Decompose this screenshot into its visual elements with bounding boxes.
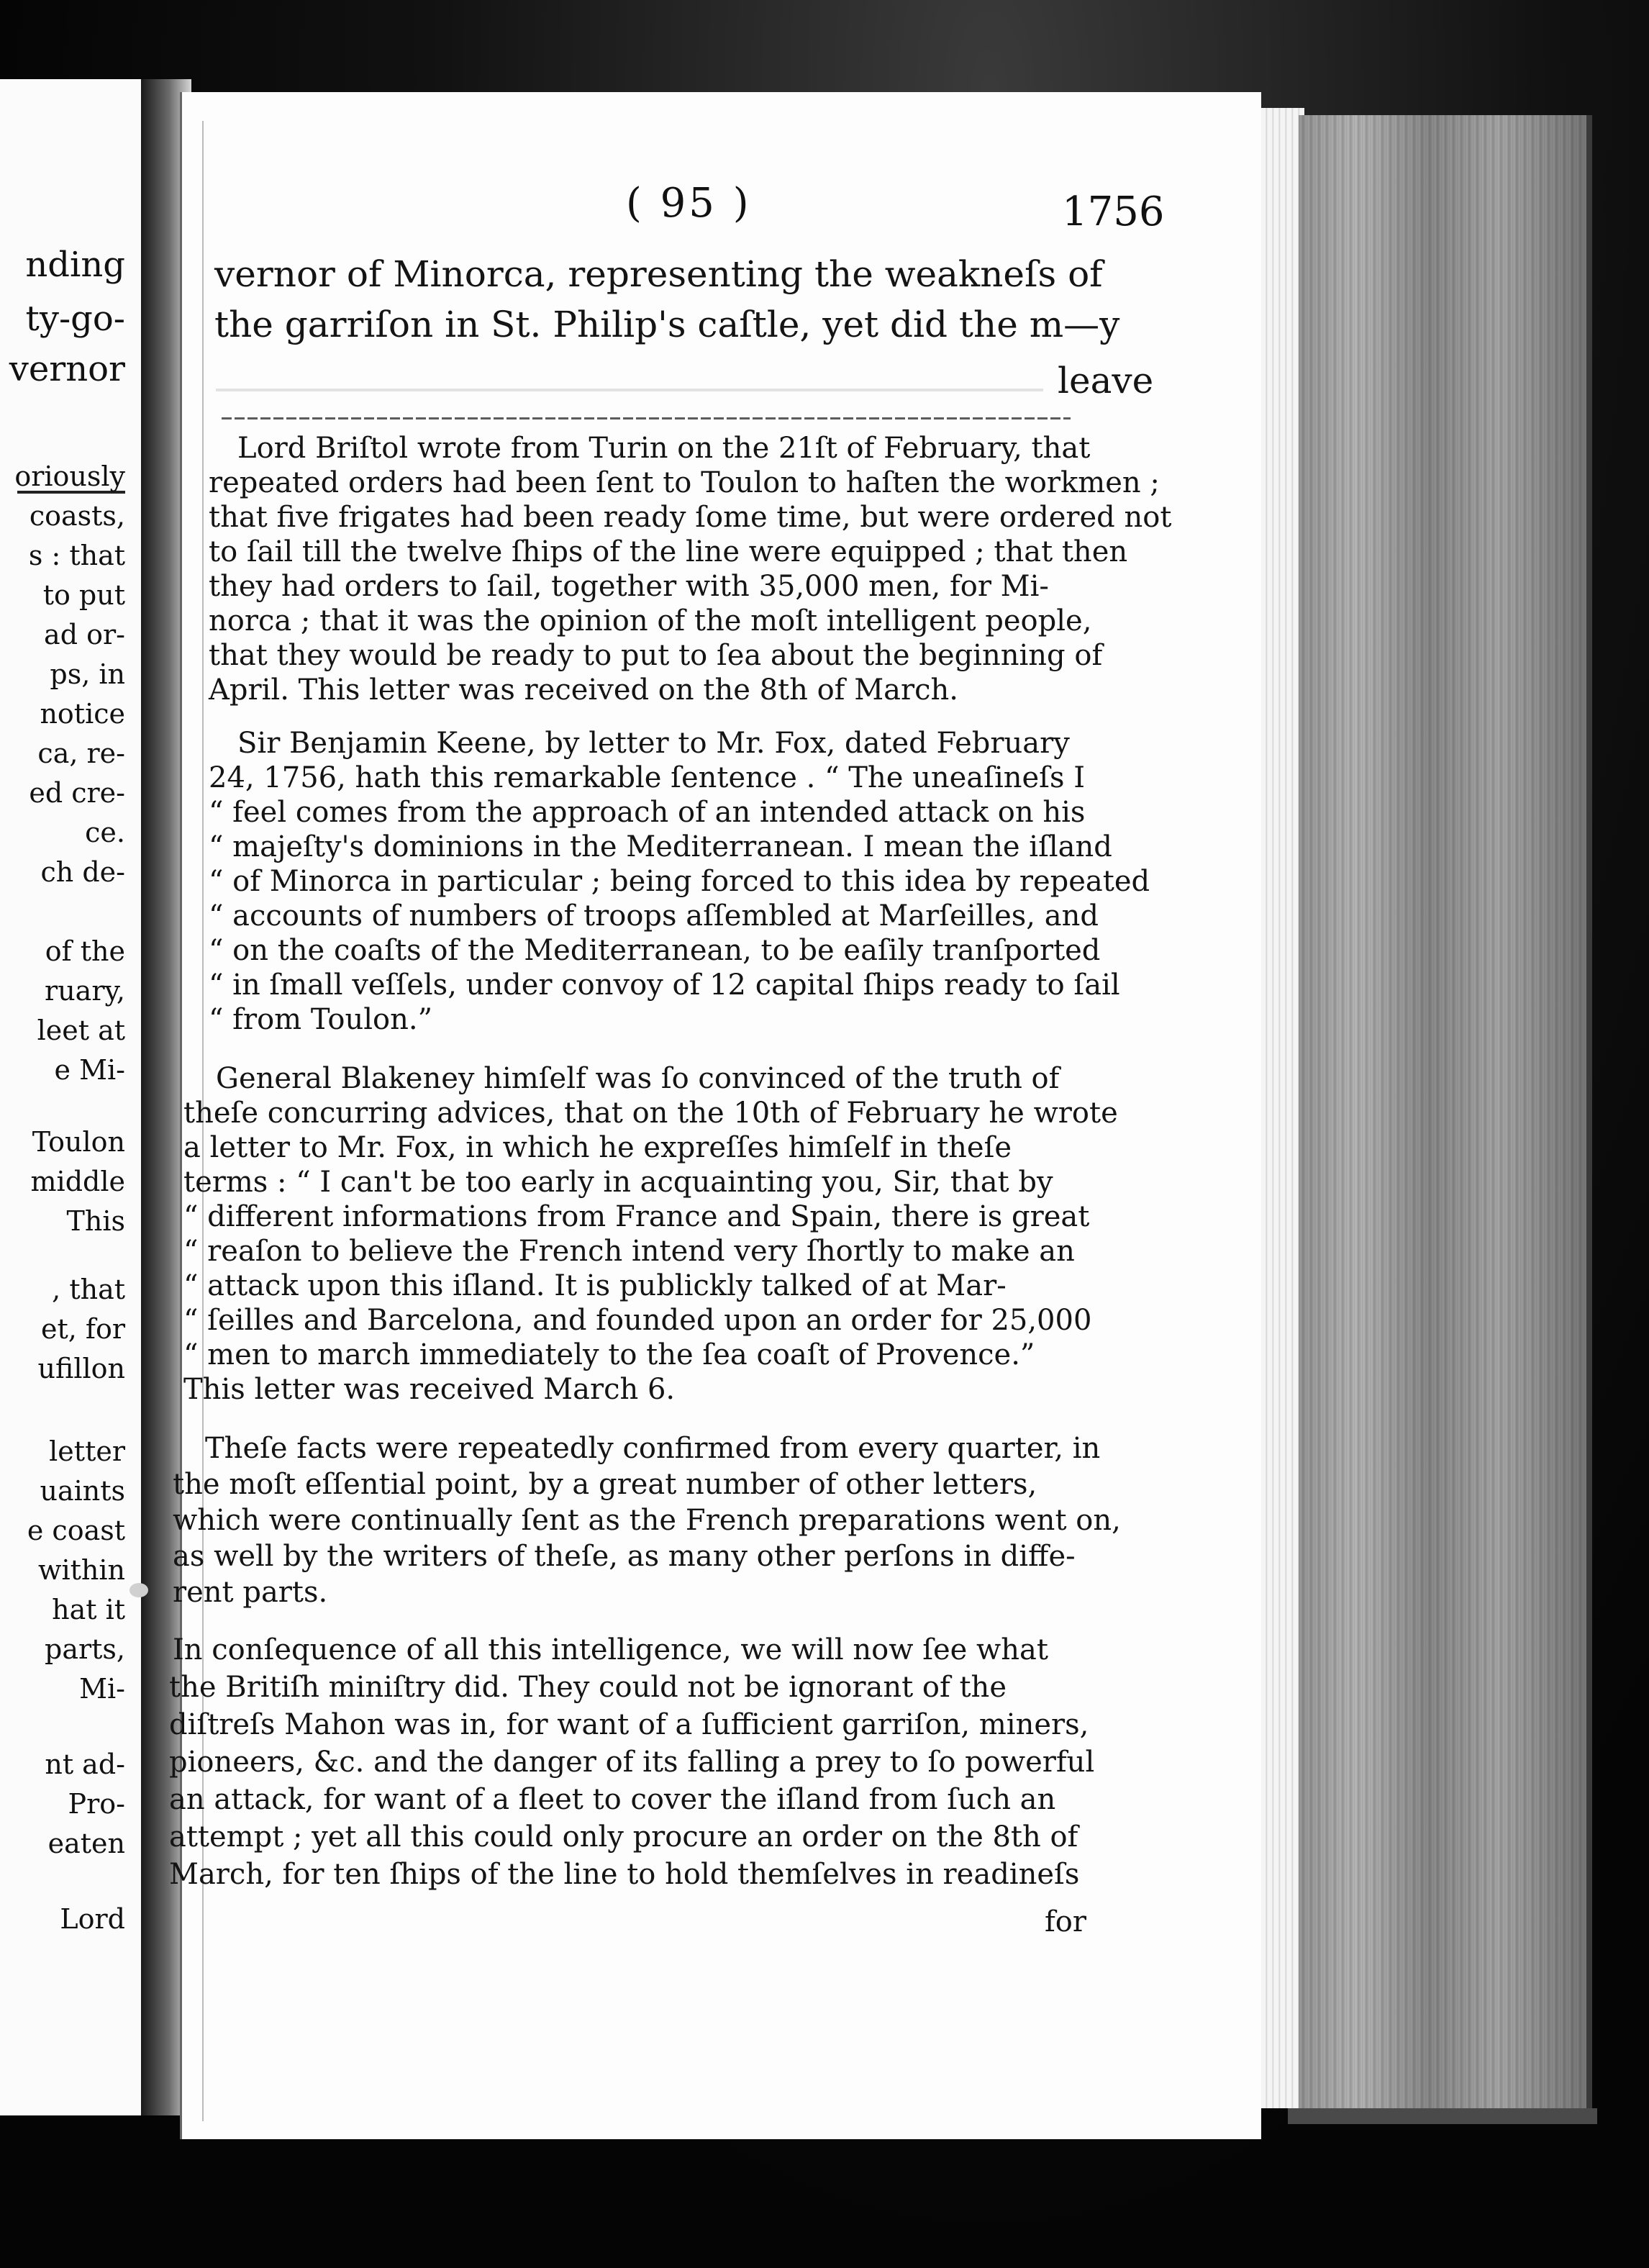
- left-page-line: nt ad-: [45, 1748, 125, 1780]
- left-page-line: leet at: [37, 1015, 125, 1046]
- text-line: pioneers, &c. and the danger of its falling a prey to ſo powerful: [169, 1746, 1095, 1779]
- left-page-line: hat it: [52, 1594, 125, 1625]
- left-page-line: within: [37, 1554, 125, 1586]
- left-page-line: This: [66, 1205, 125, 1237]
- bleed-through-line: [216, 389, 1043, 391]
- left-page-line: et, for: [40, 1313, 125, 1345]
- text-line: Theſe facts were repeatedly confirmed from every quarter, in: [205, 1432, 1101, 1465]
- text-line: “ reaſon to believe the French intend very ſhortly to make an: [183, 1235, 1075, 1268]
- left-page-line: Mi-: [79, 1673, 125, 1705]
- left-page-line: parts,: [45, 1633, 125, 1665]
- left-page-line: s : that: [28, 540, 125, 571]
- text-line: This letter was received March 6.: [183, 1373, 676, 1406]
- paragraph-rule: [222, 417, 1071, 419]
- text-line: theſe concurring advices, that on the 10th of February he wrote: [183, 1097, 1118, 1130]
- left-page-line: uaints: [40, 1475, 125, 1507]
- left-page-line: letter: [49, 1435, 125, 1467]
- left-page-line: , that: [52, 1274, 125, 1305]
- left-page-line: e Mi-: [54, 1054, 125, 1086]
- text-line: which were continually ſent as the French preparations went on,: [173, 1504, 1121, 1537]
- text-line: the Britiſh miniſtry did. They could not be ignorant of the: [169, 1671, 1007, 1704]
- text-line: to ſail till the twelve ſhips of the line were equipped ; that then: [209, 535, 1128, 568]
- text-line: “ of Minorca in particular ; being forced to this idea by repeated: [209, 865, 1150, 898]
- left-page-line: notice: [40, 698, 125, 730]
- left-page-line: Pro-: [68, 1788, 125, 1820]
- left-page-line: of the: [45, 935, 125, 967]
- left-page-line: eaten: [47, 1828, 125, 1859]
- text-line: they had orders to ſail, together with 35,000 men, for Mi-: [209, 570, 1049, 603]
- left-page-line: ce.: [85, 817, 125, 848]
- text-line: leave: [1058, 360, 1154, 402]
- catchword: for: [1045, 1905, 1087, 1938]
- left-page-line: ruary,: [45, 975, 125, 1007]
- text-line: “ on the coaſts of the Mediterranean, to be eaſily tranſported: [209, 934, 1101, 967]
- book-block-bottom: [1288, 2108, 1597, 2124]
- text-line: that five frigates had been ready ſome time, but were ordered not: [209, 501, 1172, 534]
- page-edges: [1259, 108, 1304, 2108]
- text-line: rent parts.: [173, 1576, 328, 1609]
- left-page-line: Toulon: [32, 1126, 125, 1158]
- left-page-line: middle: [30, 1166, 125, 1197]
- text-line: “ in ſmall veſſels, under convoy of 12 capital ſhips ready to ſail: [209, 969, 1120, 1002]
- left-page-line: nding: [25, 245, 125, 285]
- running-year: 1756: [1062, 189, 1165, 235]
- text-line: vernor of Minorca, representing the weakneſs of: [214, 253, 1103, 295]
- text-line: that they would be ready to put to ſea about the beginning of: [209, 639, 1103, 672]
- book-block-edge: [1299, 115, 1592, 2115]
- left-page-line: ch de-: [40, 856, 125, 888]
- text-line: an attack, for want of a fleet to cover the iſland from ſuch an: [169, 1783, 1056, 1816]
- text-line: March, for ten ſhips of the line to hold themſelves in readineſs: [169, 1858, 1080, 1891]
- text-line: repeated orders had been ſent to Toulon to haſten the workmen ;: [209, 466, 1160, 499]
- text-line: norca ; that it was the opinion of the moſt intelligent people,: [209, 604, 1092, 638]
- left-page-line: ps, in: [50, 658, 125, 690]
- left-page-line: coasts,: [29, 500, 125, 532]
- left-page-line: ad or-: [44, 619, 125, 650]
- text-line: the moſt eſſential point, by a great number of other letters,: [173, 1468, 1037, 1501]
- page-number: ( 95 ): [626, 180, 752, 227]
- text-line: “ feel comes from the approach of an intended attack on his: [209, 796, 1086, 829]
- text-line: “ men to march immediately to the ſea coaſt of Provence.”: [183, 1338, 1035, 1371]
- left-page-line: oriously: [14, 461, 125, 492]
- text-line: “ ſeilles and Barcelona, and founded upon an order for 25,000: [183, 1304, 1092, 1337]
- page-speck: [130, 1583, 148, 1597]
- text-line: “ from Toulon.”: [209, 1003, 433, 1036]
- text-line: attempt ; yet all this could only procure an order on the 8th of: [169, 1820, 1078, 1854]
- text-line: Lord Briſtol wrote from Turin on the 21ſt of February, that: [237, 432, 1091, 465]
- left-page-line: vernor: [9, 349, 125, 389]
- text-line: diſtreſs Mahon was in, for want of a ſufficient garriſon, miners,: [169, 1708, 1089, 1741]
- left-page-line: ufillon: [37, 1353, 125, 1384]
- text-line: In conſequence of all this intelligence, we will now ſee what: [173, 1633, 1048, 1666]
- left-page-line: to put: [42, 579, 125, 611]
- left-page-line: ty-go-: [25, 299, 125, 339]
- left-page-line: e coast: [27, 1515, 125, 1546]
- left-page-line: ed cre-: [29, 777, 125, 809]
- text-line: Sir Benjamin Keene, by letter to Mr. Fox, dated February: [237, 727, 1070, 760]
- text-line: “ accounts of numbers of troops aſſembled at Marſeilles, and: [209, 899, 1099, 933]
- text-line: as well by the writers of theſe, as many other perſons in diffe-: [173, 1540, 1076, 1573]
- text-line: “ attack upon this iſland. It is publickly talked of at Mar-: [183, 1269, 1007, 1302]
- text-line: a letter to Mr. Fox, in which he expreſſes himſelf in theſe: [183, 1131, 1012, 1164]
- left-facing-page: [0, 79, 145, 2115]
- text-line: General Blakeney himſelf was ſo convinced of the truth of: [216, 1062, 1060, 1095]
- text-line: “ majeſty's dominions in the Mediterranean. I mean the iſland: [209, 830, 1112, 863]
- text-line: “ different informations from France and Spain, there is great: [183, 1200, 1090, 1233]
- left-page-line: Lord: [60, 1903, 125, 1935]
- text-line: April. This letter was received on the 8th of March.: [209, 673, 958, 707]
- text-line: terms : “ I can't be too early in acquainting you, Sir, that by: [183, 1166, 1053, 1199]
- text-line: the garriſon in St. Philip's caſtle, yet did the m—y: [214, 304, 1120, 345]
- left-page-line: ca, re-: [37, 738, 125, 769]
- text-line: 24, 1756, hath this remarkable ſentence . “ The uneaſineſs I: [209, 761, 1086, 794]
